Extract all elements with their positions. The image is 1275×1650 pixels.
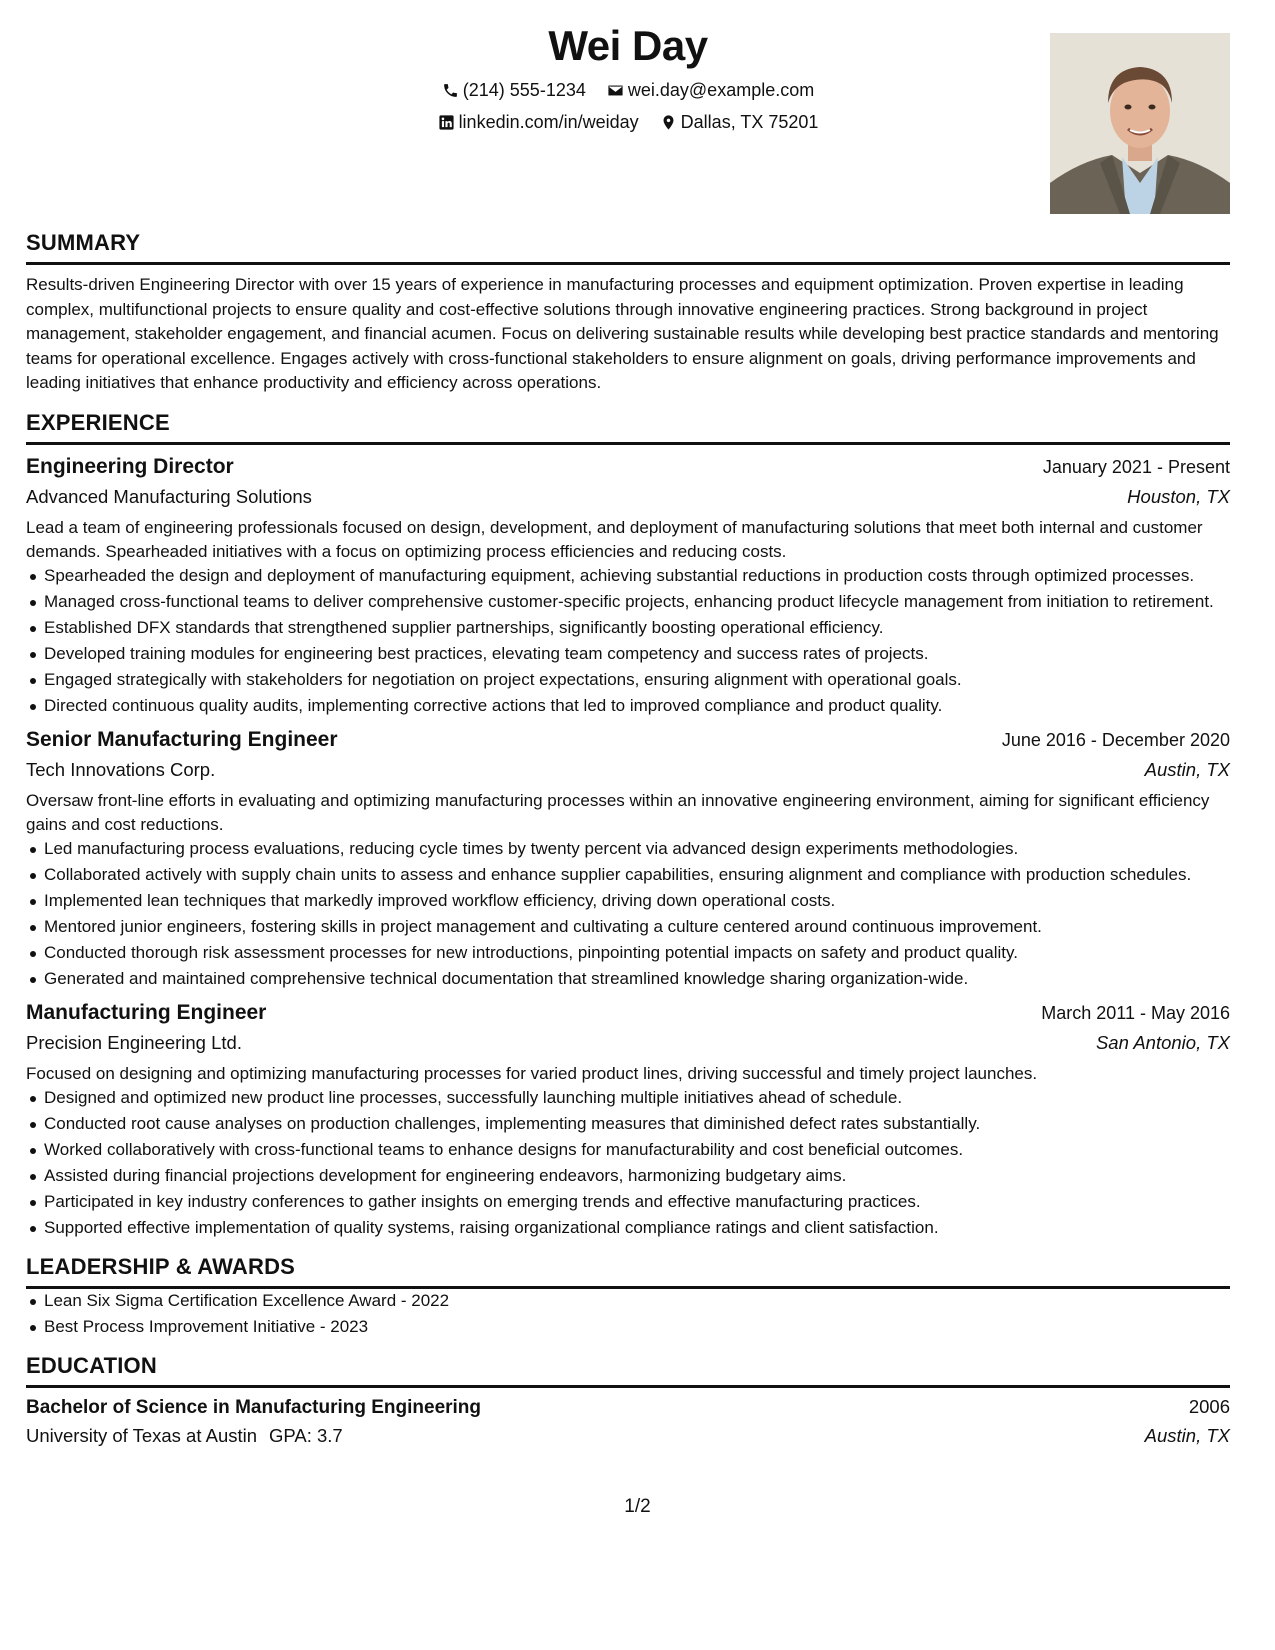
job-title: Senior Manufacturing Engineer	[26, 727, 338, 751]
bullet-item: Conducted thorough risk assessment processes for new introductions, pinpointing potential impacts on safety and product quality.	[44, 941, 1230, 965]
job-dates: March 2011 - May 2016	[1041, 1002, 1230, 1023]
linkedin-url[interactable]: linkedin.com/in/weiday	[458, 112, 639, 132]
page-number: 1/2	[624, 1496, 651, 1517]
job-company: Advanced Manufacturing Solutions	[26, 485, 312, 507]
bullet-item: Managed cross-functional teams to deliver comprehensive customer-specific projects, enhancing product lifecycle management from initiation to retirement.	[44, 590, 1230, 614]
experience-section	[26, 410, 1230, 1240]
school-name: University of Texas at Austin	[26, 1424, 258, 1446]
education-section	[26, 1353, 1230, 1447]
bullet-item: Designed and optimized new product line processes, successfully launching multiple initiatives ahead of schedule.	[44, 1086, 1230, 1110]
bullet-item: Generated and maintained comprehensive technical documentation that streamlined knowledge sharing organization-wide.	[44, 967, 1230, 991]
job-title: Engineering Director	[26, 454, 234, 478]
phone-icon	[442, 82, 459, 99]
bullet-item: Mentored junior engineers, fostering skills in project management and cultivating a culture centered around continuous improvement.	[44, 915, 1230, 939]
bullet-item: Led manufacturing process evaluations, reducing cycle times by twenty percent via advanced design experiments methodologies.	[44, 837, 1230, 861]
award-item: Lean Six Sigma Certification Excellence Award - 2022	[44, 1289, 1230, 1313]
gpa: GPA: 3.7	[269, 1424, 343, 1446]
bullet-item: Established DFX standards that strengthened supplier partnerships, significantly boosting operational efficiency.	[44, 616, 1230, 640]
job-dates: January 2021 - Present	[1042, 456, 1230, 477]
job-dates: June 2016 - December 2020	[1001, 729, 1230, 750]
job-description: Lead a team of engineering professionals focused on design, development, and deployment of manufacturing solutions that meet both internal and customer demands. Spearheaded initiatives with a focus on optimizing process efficiencies and reducing costs.	[26, 517, 1203, 561]
phone-contact	[442, 80, 586, 101]
awards-list	[26, 1289, 1230, 1339]
bullet-item: Implemented lean techniques that markedly improved workflow efficiency, driving down operational costs.	[44, 889, 1230, 913]
awards-section	[26, 1254, 1230, 1339]
job-entry	[26, 455, 1230, 718]
profile-photo	[1050, 33, 1230, 214]
job-bullets	[26, 1086, 1230, 1240]
job-entry	[26, 1001, 1230, 1240]
bullet-item: Supported effective implementation of quality systems, raising organizational compliance ratings and client satisfaction.	[44, 1216, 1230, 1240]
bullet-item: Engaged strategically with stakeholders for negotiation on project expectations, ensuring alignment with operational goals.	[44, 668, 1230, 692]
bullet-item: Conducted root cause analyses on production challenges, implementing measures that diminished defect rates substantially.	[44, 1112, 1230, 1136]
home-location: Dallas, TX 75201	[680, 112, 819, 132]
map-pin-icon	[660, 114, 677, 131]
bullet-item: Participated in key industry conferences to gather insights on emerging trends and effective manufacturing practices.	[44, 1190, 1230, 1214]
school-location: Austin, TX	[1144, 1424, 1230, 1446]
candidate-name: Wei Day	[548, 22, 708, 69]
envelope-icon	[607, 82, 624, 99]
graduation-year: 2006	[1188, 1395, 1230, 1417]
location-contact	[660, 112, 819, 133]
bullet-item: Collaborated actively with supply chain units to assess and enhance supplier capabilities, ensuring alignment and compliance with production schedules.	[44, 863, 1230, 887]
job-description: Oversaw front-line efforts in evaluating and optimizing manufacturing processes within an innovative engineering environment, aiming for significant efficiency gains and cost reductions.	[26, 790, 1210, 834]
education-heading: EDUCATION	[26, 1353, 1230, 1388]
email-address[interactable]: wei.day@example.com	[627, 80, 815, 100]
portrait-illustration	[1050, 33, 1230, 214]
job-entry	[26, 728, 1230, 991]
job-location: Houston, TX	[1127, 485, 1230, 507]
job-location: San Antonio, TX	[1095, 1031, 1230, 1053]
experience-heading: EXPERIENCE	[26, 410, 1230, 445]
job-bullets	[26, 837, 1230, 991]
summary-section	[26, 230, 1230, 396]
resume-header	[26, 0, 1230, 220]
job-description: Focused on designing and optimizing manufacturing processes for varied product lines, driving successful and timely project launches.	[26, 1063, 1038, 1083]
award-item: Best Process Improvement Initiative - 2023	[44, 1315, 1230, 1339]
job-company: Precision Engineering Ltd.	[26, 1031, 242, 1053]
linkedin-icon	[438, 114, 455, 131]
job-bullets	[26, 564, 1230, 718]
job-title: Manufacturing Engineer	[26, 1000, 267, 1024]
bullet-item: Developed training modules for engineering best practices, elevating team competency and success rates of projects.	[44, 642, 1230, 666]
phone-number: (214) 555-1234	[462, 80, 586, 100]
job-company: Tech Innovations Corp.	[26, 758, 216, 780]
bullet-item: Spearheaded the design and deployment of manufacturing equipment, achieving substantial reductions in production costs through optimized processes.	[44, 564, 1230, 588]
degree-title: Bachelor of Science in Manufacturing Engineering	[26, 1396, 482, 1418]
summary-heading: SUMMARY	[26, 230, 1230, 265]
bullet-item: Worked collaboratively with cross-functional teams to enhance designs for manufacturability and cost beneficial outcomes.	[44, 1138, 1230, 1162]
job-location: Austin, TX	[1144, 758, 1230, 780]
linkedin-contact[interactable]	[438, 112, 639, 133]
awards-heading: LEADERSHIP & AWARDS	[26, 1254, 1230, 1289]
summary-text: Results-driven Engineering Director with over 15 years of experience in manufacturing processes and equipment optimization. Proven expertise in leading complex, multifunctional projects to ensure quality and cost-effective solutions through innovative engineering practices. Strong background in project management, stakeholder engagement, and financial acumen. Focus on delivering sustainable results while developing best practice standards and mentoring teams for operational excellence. Engages actively with cross-functional stakeholders to ensure alignment on goals, driving performance improvements and leading initiatives that enhance productivity and efficiency across operations.	[26, 275, 1219, 392]
bullet-item: Directed continuous quality audits, implementing corrective actions that led to improved compliance and product quality.	[44, 694, 1230, 718]
bullet-item: Assisted during financial projections development for engineering endeavors, harmonizing budgetary aims.	[44, 1164, 1230, 1188]
email-contact[interactable]	[607, 80, 814, 101]
